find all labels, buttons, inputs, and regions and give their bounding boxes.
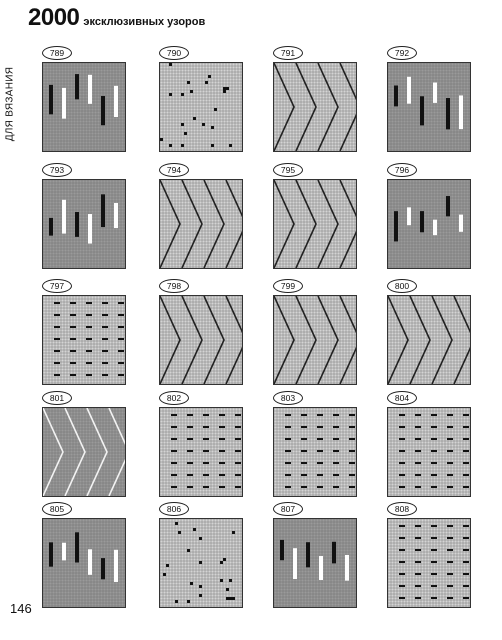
book-header bbox=[28, 4, 205, 30]
pattern-805 bbox=[42, 502, 126, 608]
pattern-807 bbox=[273, 502, 357, 608]
pattern-number: 802 bbox=[159, 391, 189, 405]
pattern-803 bbox=[273, 391, 357, 497]
pattern-number: 808 bbox=[387, 502, 417, 516]
pattern-chart bbox=[273, 295, 357, 385]
pattern-number: 789 bbox=[42, 46, 72, 60]
pattern-number: 791 bbox=[273, 46, 303, 60]
pattern-chart bbox=[42, 407, 126, 497]
pattern-789 bbox=[42, 46, 126, 152]
pattern-chart bbox=[273, 407, 357, 497]
pattern-793 bbox=[42, 163, 126, 269]
pattern-792 bbox=[387, 46, 471, 152]
pattern-number: 798 bbox=[159, 279, 189, 293]
pattern-number: 795 bbox=[273, 163, 303, 177]
pattern-794 bbox=[159, 163, 243, 269]
pattern-chart bbox=[273, 62, 357, 152]
pattern-chart bbox=[42, 295, 126, 385]
pattern-808 bbox=[387, 502, 471, 608]
pattern-chart bbox=[159, 407, 243, 497]
pattern-chart bbox=[42, 179, 126, 269]
pattern-number: 800 bbox=[387, 279, 417, 293]
pattern-number: 801 bbox=[42, 391, 72, 405]
pattern-chart bbox=[387, 62, 471, 152]
pattern-801 bbox=[42, 391, 126, 497]
pattern-number: 804 bbox=[387, 391, 417, 405]
pattern-number: 799 bbox=[273, 279, 303, 293]
book-title-number: 2000 bbox=[28, 4, 80, 31]
pattern-number: 805 bbox=[42, 502, 72, 516]
pattern-number: 797 bbox=[42, 279, 72, 293]
pattern-802 bbox=[159, 391, 243, 497]
pattern-800 bbox=[387, 279, 471, 385]
pattern-chart bbox=[159, 295, 243, 385]
pattern-chart bbox=[273, 518, 357, 608]
pattern-799 bbox=[273, 279, 357, 385]
pattern-791 bbox=[273, 46, 357, 152]
side-label-text: ДЛЯ ВЯЗАНИЯ bbox=[4, 66, 16, 142]
side-label bbox=[3, 44, 17, 164]
pattern-796 bbox=[387, 163, 471, 269]
pattern-chart bbox=[273, 179, 357, 269]
page-number: 146 bbox=[10, 601, 32, 616]
pattern-number: 803 bbox=[273, 391, 303, 405]
pattern-790 bbox=[159, 46, 243, 152]
pattern-795 bbox=[273, 163, 357, 269]
pattern-804 bbox=[387, 391, 471, 497]
pattern-number: 794 bbox=[159, 163, 189, 177]
pattern-chart bbox=[387, 407, 471, 497]
pattern-chart bbox=[387, 518, 471, 608]
pattern-chart bbox=[159, 62, 243, 152]
pattern-chart bbox=[42, 518, 126, 608]
pattern-number: 793 bbox=[42, 163, 72, 177]
pattern-chart bbox=[159, 179, 243, 269]
pattern-806 bbox=[159, 502, 243, 608]
pattern-chart bbox=[387, 179, 471, 269]
pattern-chart bbox=[387, 295, 471, 385]
pattern-chart bbox=[42, 62, 126, 152]
pattern-number: 796 bbox=[387, 163, 417, 177]
pattern-number: 806 bbox=[159, 502, 189, 516]
pattern-number: 807 bbox=[273, 502, 303, 516]
pattern-number: 792 bbox=[387, 46, 417, 60]
pattern-798 bbox=[159, 279, 243, 385]
pattern-chart bbox=[159, 518, 243, 608]
pattern-797 bbox=[42, 279, 126, 385]
book-title-subtitle: эксклюзивных узоров bbox=[83, 16, 206, 28]
pattern-number: 790 bbox=[159, 46, 189, 60]
